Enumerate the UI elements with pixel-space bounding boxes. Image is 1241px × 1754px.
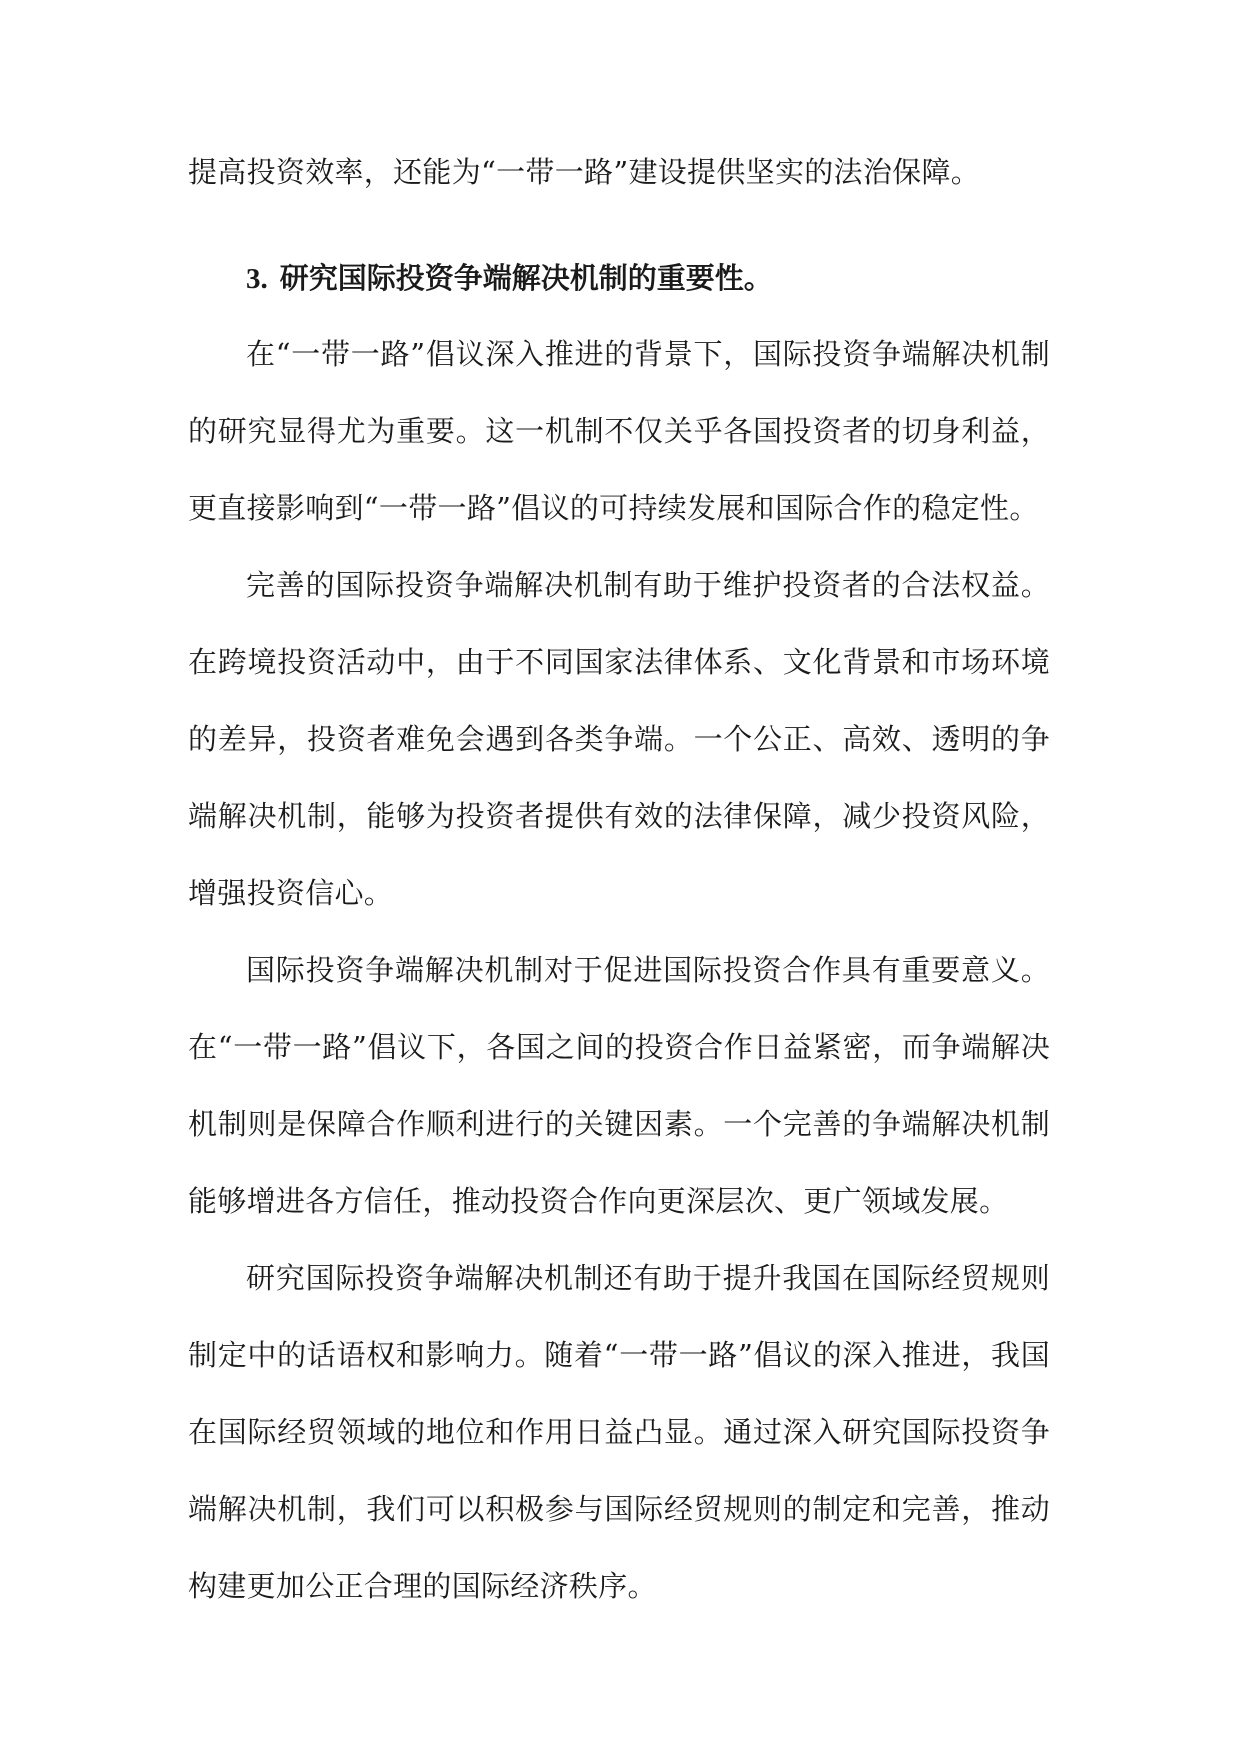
paragraph-3: 国际投资争端解决机制对于促进国际投资合作具有重要意义。在“一带一路”倡议下，各国之间的投资合作日益紧密，而争端解决机制则是保障合作顺利进行的关键因素。一个完善的争端解决机制能够增进各方信任，推动投资合作向更深层次、更广领域发展。 (188, 953, 1050, 1218)
section-heading (246, 240, 773, 318)
section-title: 研究国际投资争端解决机制的重要性。 (279, 261, 773, 295)
paragraph-2: 完善的国际投资争端解决机制有助于维护投资者的合法权益。在跨境投资活动中，由于不同国家法律体系、文化背景和市场环境的差异，投资者难免会遇到各类争端。一个公正、高效、透明的争端解决机制，能够为投资者提供有效的法律保障，减少投资风险，增强投资信心。 (188, 568, 1050, 910)
section-number: 3. (246, 263, 268, 295)
paragraph-1: 在“一带一路”倡议深入推进的背景下，国际投资争端解决机制的研究显得尤为重要。这一机制不仅关乎各国投资者的切身利益，更直接影响到“一带一路”倡议的可持续发展和国际合作的稳定性。 (188, 337, 1050, 525)
paragraph-4: 研究国际投资争端解决机制还有助于提升我国在国际经贸规则制定中的话语权和影响力。随着“一带一路”倡议的深入推进，我国在国际经贸领域的地位和作用日益凸显。通过深入研究国际投资争端解决机制，我们可以积极参与国际经贸规则的制定和完善，推动构建更加公正合理的国际经济秩序。 (188, 1261, 1050, 1603)
continuation-paragraph: 提高投资效率，还能为“一带一路”建设提供坚实的法治保障。 (188, 155, 981, 189)
